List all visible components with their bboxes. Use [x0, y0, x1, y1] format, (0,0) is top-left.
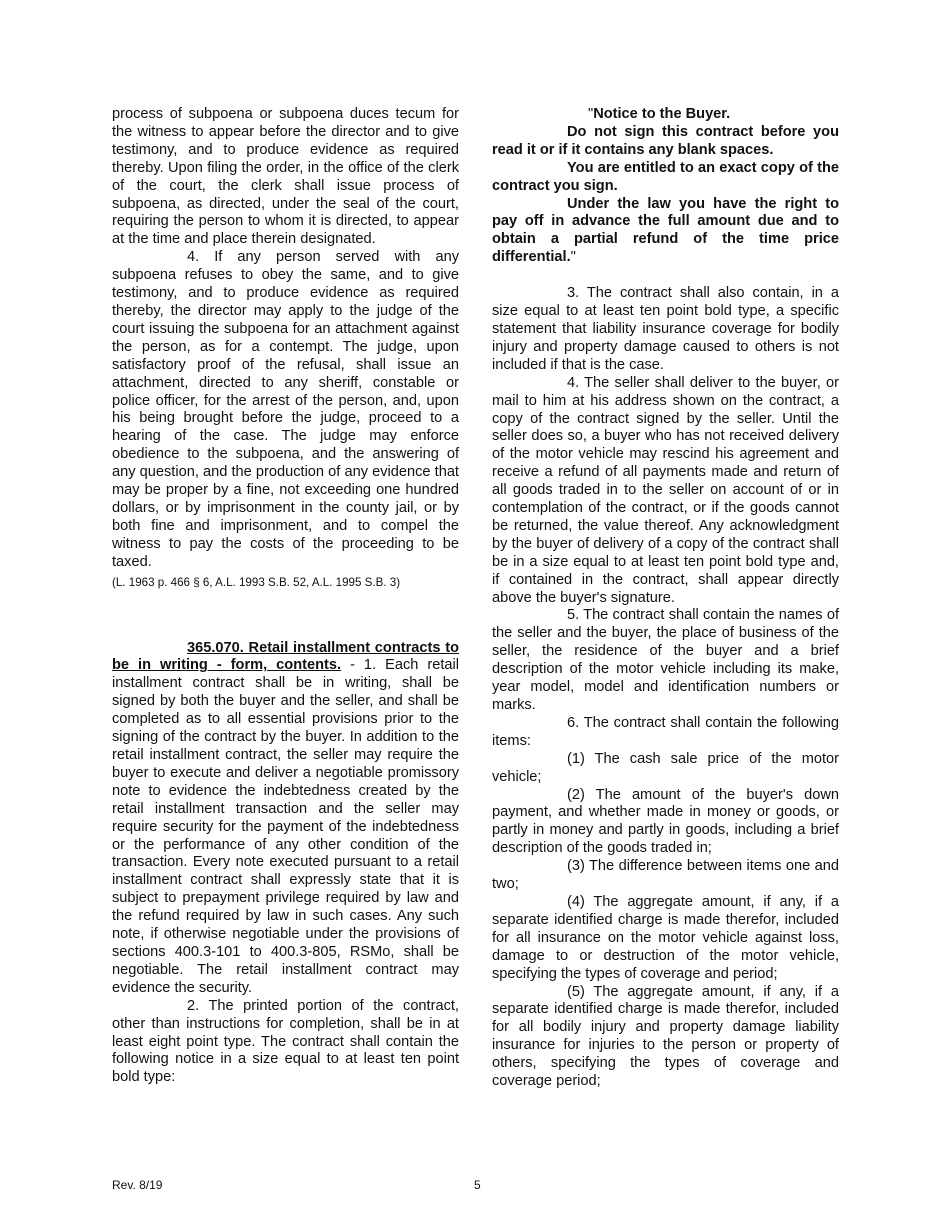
left-column	[112, 106, 459, 1087]
section-365-070	[112, 640, 459, 998]
section-heading: 365.070. Retail installment contracts to be in writing - form, contents.	[112, 639, 459, 674]
spacer	[492, 267, 839, 285]
list-item: (1) The cash sale price of the motor vehicle;	[492, 750, 839, 785]
notice-line-3	[492, 196, 839, 268]
section-paragraph-1: - 1. Each retail installment contract shall be in writing, shall be signed by both the buyer and the seller, and shall be completed as to all essential provisions prior to the signing of the contract by the buyer. In addition to the retail installment contract, the seller may require the buyer to execute and deliver a negotiable promissory note to evidence the indebtedness created by the retail installment transaction and the seller may require security for the payment of the indebtedness or the performance of any other condition of the transaction. Every note executed pursuant to a retail installment contract shall expressly state that it is subject to prepayment privilege required by law and the refund required by law in such cases. Any such note, if otherwise negotiable under the provisions of sections 400.3-101 to 400.3-805, RSMo, shall be negotiable. The retail installment contract may evidence the security.	[112, 657, 459, 996]
paragraph-4-refusal: 4. If any person served with any subpoena refuses to obey the same, and to give testimony, and to produce evidence as required thereby, the director may apply to the judge of the court issuing the subpoena for an attachment against the person, as for a contempt. The judge, upon satisfactory proof of the refusal, shall issue an attachment, directed to any sheriff, constable or police officer, for the arrest of the person, and, upon his being brought before the judge, proceed to a hearing of the case. The judge may enforce obedience to the subpoena, and the answering of any question, and the production of any evidence that may be proper by a fine, not exceeding one hundred dollars, or by imprisonment in the county jail, or by both fine and imprisonment, and to compel the witness to pay the costs of the proceeding to be taxed.	[112, 249, 459, 570]
list-item: (4) The aggregate amount, if any, if a separate identified charge is made therefor, included for all insurance on the motor vehicle against loss, damage to or destruction of the motor vehicle, specifying the types of coverage and period;	[492, 893, 839, 982]
notice-line-2: You are entitled to an exact copy of the contract you sign.	[492, 159, 839, 194]
section-paragraph-2: 2. The printed portion of the contract, other than instructions for completion, shall be in at least eight point type. The contract shall contain the following notice in a size equal to at least ten point bold type:	[112, 997, 459, 1086]
notice-title-text: Notice to the Buyer.	[593, 106, 731, 122]
notice-line-1: Do not sign this contract before you read it or if it contains any blank spaces.	[492, 123, 839, 158]
notice-line-3-text: Under the law you have the right to pay off in advance the full amount due and to obtain a partial refund of the time price differential.	[492, 195, 839, 266]
notice-open-quote: "	[588, 106, 594, 122]
notice-close-quote: "	[570, 249, 576, 266]
list-item: (2) The amount of the buyer's down payment, and whether made in money or goods, or partly in money and partly in goods, including a brief description of the goods traded in;	[492, 786, 839, 857]
revision-label: Rev. 8/19	[112, 1178, 163, 1192]
right-column	[492, 106, 839, 1091]
paragraph-4-delivery: 4. The seller shall deliver to the buyer, or mail to him at his address shown on the contract, a copy of the contract signed by the seller. Until the seller does so, a buyer who has not received delivery of the motor vehicle may rescind his agreement and receive a refund of all payments made and return of all goods traded in to the seller on account of or in contemplation of the contract, or if the goods cannot be returned, the value thereof. Any acknowledgment by the buyer of delivery of a copy of the contract shall be in a size equal to at least ten point bold type and, if contained in the contract, shall appear directly above the buyer's signature.	[492, 374, 839, 606]
history-note: (L. 1963 p. 466 § 6, A.L. 1993 S.B. 52, A.L. 1995 S.B. 3)	[112, 575, 401, 589]
paragraph-6-items: 6. The contract shall contain the following items:	[492, 714, 839, 749]
paragraph-3-insurance-statement: 3. The contract shall also contain, in a size equal to at least ten point bold type, a specific statement that liability insurance coverage for bodily injury and property damage caused to others is not included if that is the case.	[492, 285, 839, 373]
notice-title	[492, 106, 839, 124]
paragraph-5-names: 5. The contract shall contain the names of the seller and the buyer, the place of business of the seller, the residence of the buyer and a brief description of the motor vehicle including its make, year model, model and identification numbers or marks.	[492, 607, 839, 713]
list-item: (5) The aggregate amount, if any, if a separate identified charge is made therefor, included for all bodily injury and property damage liability insurance for injuries to the person or property of others, specifying the types of coverage and coverage period;	[492, 983, 839, 1090]
page-number: 5	[474, 1178, 481, 1192]
list-item: (3) The difference between items one and two;	[492, 858, 839, 893]
paragraph-subpoena-process: process of subpoena or subpoena duces tecum for the witness to appear before the director and to give testimony, and to produce evidence as required thereby. Upon filing the order, in the office of the clerk of the court, the clerk shall issue process of subpoena, as directed, under the seal of the court, requiring the person to whom it is directed, to appear at the time and place therein designated.	[112, 106, 459, 248]
